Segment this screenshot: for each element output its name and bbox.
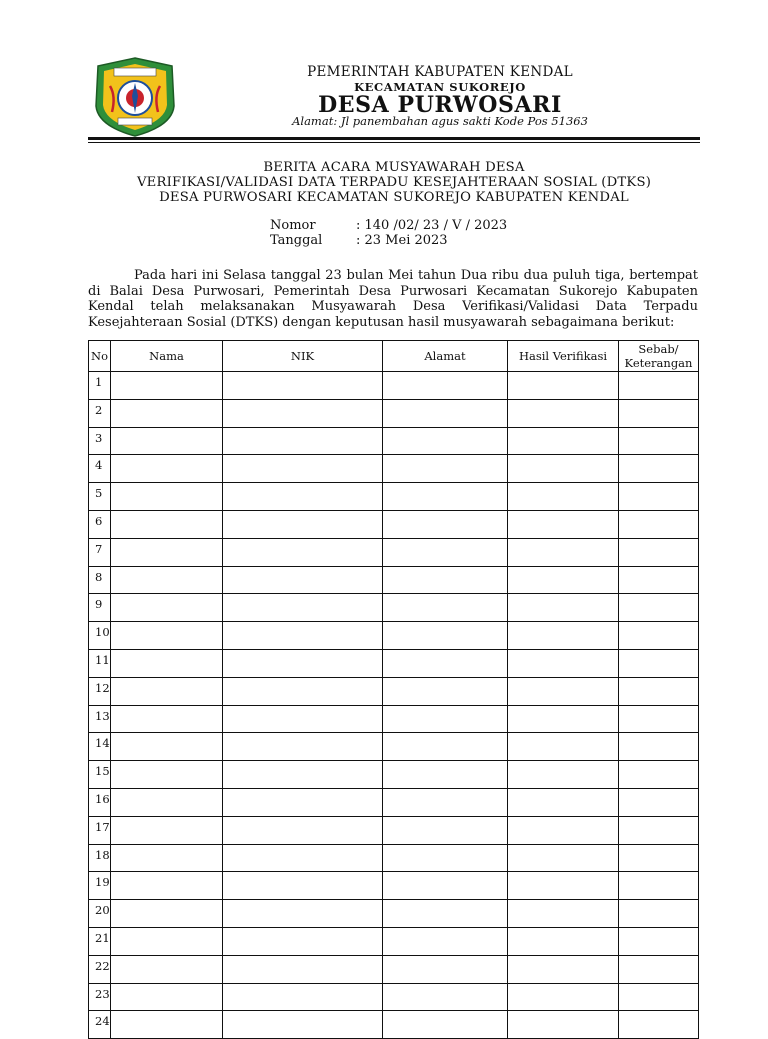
table-row bbox=[89, 483, 699, 511]
alamat-cell[interactable] bbox=[383, 1011, 508, 1039]
tanggal-label: Tanggal bbox=[270, 233, 323, 248]
hasil-verifikasi-cell[interactable] bbox=[508, 594, 619, 622]
row-number: 9 bbox=[89, 594, 111, 622]
alamat-cell[interactable] bbox=[383, 594, 508, 622]
row-number: 8 bbox=[89, 566, 111, 594]
nama-cell[interactable] bbox=[111, 705, 223, 733]
letterhead-rule-thin bbox=[88, 142, 700, 143]
hasil-verifikasi-cell[interactable] bbox=[508, 622, 619, 650]
alamat-cell[interactable] bbox=[383, 761, 508, 789]
hasil-verifikasi-cell[interactable] bbox=[508, 983, 619, 1011]
body-paragraph: Pada hari ini Selasa tanggal 23 bulan Mei tahun Dua ribu dua puluh tiga, bertempat di Balai Desa Purwosari, Pemerintah Desa Purwosari Kecamatan Sukorejo Kabupaten Kendal telah melaksanakan Musyawarah Desa Verifikasi/Validasi Data Terpadu Kesejahteraan Sosial (DTKS) dengan keputusan hasil musyawarah sebagaimana berikut: bbox=[88, 268, 698, 330]
letterhead bbox=[0, 0, 768, 140]
keterangan-cell[interactable] bbox=[619, 455, 699, 483]
alamat-cell[interactable] bbox=[383, 677, 508, 705]
address-line: Alamat: Jl panembahan agus sakti Kode Pos 51363 bbox=[292, 114, 588, 128]
alamat-cell[interactable] bbox=[383, 455, 508, 483]
row-number: 5 bbox=[89, 483, 111, 511]
alamat-cell[interactable] bbox=[383, 705, 508, 733]
nama-cell[interactable] bbox=[111, 761, 223, 789]
nama-cell[interactable] bbox=[111, 399, 223, 427]
table-row bbox=[89, 399, 699, 427]
table-row bbox=[89, 372, 699, 400]
table-row bbox=[89, 1011, 699, 1039]
row-number: 16 bbox=[89, 788, 111, 816]
row-number: 15 bbox=[89, 761, 111, 789]
table-row bbox=[89, 510, 699, 538]
keterangan-cell[interactable] bbox=[619, 983, 699, 1011]
hasil-verifikasi-cell[interactable] bbox=[508, 372, 619, 400]
hasil-verifikasi-cell[interactable] bbox=[508, 816, 619, 844]
nama-cell[interactable] bbox=[111, 649, 223, 677]
header-nama: Nama bbox=[111, 341, 223, 372]
keterangan-cell[interactable] bbox=[619, 649, 699, 677]
keterangan-cell[interactable] bbox=[619, 372, 699, 400]
nik-cell[interactable] bbox=[223, 983, 383, 1011]
alamat-cell[interactable] bbox=[383, 788, 508, 816]
table-row bbox=[89, 566, 699, 594]
header-nik: NIK bbox=[223, 341, 383, 372]
alamat-cell[interactable] bbox=[383, 900, 508, 928]
nik-cell[interactable] bbox=[223, 649, 383, 677]
nama-cell[interactable] bbox=[111, 594, 223, 622]
alamat-cell[interactable] bbox=[383, 733, 508, 761]
keterangan-cell[interactable] bbox=[619, 566, 699, 594]
government-name: PEMERINTAH KABUPATEN KENDAL bbox=[307, 64, 573, 80]
alamat-cell[interactable] bbox=[383, 983, 508, 1011]
row-number: 24 bbox=[89, 1011, 111, 1039]
hasil-verifikasi-cell[interactable] bbox=[508, 927, 619, 955]
nik-cell[interactable] bbox=[223, 372, 383, 400]
table-header-row bbox=[89, 341, 699, 372]
table-row bbox=[89, 816, 699, 844]
tanggal-value: : 23 Mei 2023 bbox=[356, 233, 448, 248]
alamat-cell[interactable] bbox=[383, 510, 508, 538]
nik-cell[interactable] bbox=[223, 788, 383, 816]
row-number: 19 bbox=[89, 872, 111, 900]
hasil-verifikasi-cell[interactable] bbox=[508, 399, 619, 427]
nik-cell[interactable] bbox=[223, 455, 383, 483]
nik-cell[interactable] bbox=[223, 955, 383, 983]
nik-cell[interactable] bbox=[223, 844, 383, 872]
row-number: 4 bbox=[89, 455, 111, 483]
table-row bbox=[89, 900, 699, 928]
hasil-verifikasi-cell[interactable] bbox=[508, 427, 619, 455]
keterangan-cell[interactable] bbox=[619, 761, 699, 789]
hasil-verifikasi-cell[interactable] bbox=[508, 483, 619, 511]
hasil-verifikasi-cell[interactable] bbox=[508, 455, 619, 483]
row-number: 10 bbox=[89, 622, 111, 650]
keterangan-cell[interactable] bbox=[619, 538, 699, 566]
letterhead-rule-thick bbox=[88, 137, 700, 140]
nik-cell[interactable] bbox=[223, 1011, 383, 1039]
hasil-verifikasi-cell[interactable] bbox=[508, 566, 619, 594]
nik-cell[interactable] bbox=[223, 622, 383, 650]
keterangan-cell[interactable] bbox=[619, 955, 699, 983]
keterangan-cell[interactable] bbox=[619, 622, 699, 650]
nama-cell[interactable] bbox=[111, 455, 223, 483]
nama-cell[interactable] bbox=[111, 538, 223, 566]
nama-cell[interactable] bbox=[111, 566, 223, 594]
header-keterangan-label: Keterangan bbox=[624, 356, 693, 370]
keterangan-cell[interactable] bbox=[619, 733, 699, 761]
hasil-verifikasi-cell[interactable] bbox=[508, 510, 619, 538]
nik-cell[interactable] bbox=[223, 399, 383, 427]
header-no: No bbox=[89, 341, 111, 372]
alamat-cell[interactable] bbox=[383, 566, 508, 594]
nik-cell[interactable] bbox=[223, 677, 383, 705]
alamat-cell[interactable] bbox=[383, 622, 508, 650]
nik-cell[interactable] bbox=[223, 733, 383, 761]
hasil-verifikasi-cell[interactable] bbox=[508, 788, 619, 816]
table-row bbox=[89, 677, 699, 705]
nik-cell[interactable] bbox=[223, 510, 383, 538]
keterangan-cell[interactable] bbox=[619, 510, 699, 538]
village-name: DESA PURWOSARI bbox=[318, 92, 562, 118]
hasil-verifikasi-cell[interactable] bbox=[508, 761, 619, 789]
tanggal-line bbox=[270, 233, 448, 248]
keterangan-cell[interactable] bbox=[619, 844, 699, 872]
nama-cell[interactable] bbox=[111, 983, 223, 1011]
nik-cell[interactable] bbox=[223, 566, 383, 594]
table-row bbox=[89, 927, 699, 955]
nama-cell[interactable] bbox=[111, 816, 223, 844]
hasil-verifikasi-cell[interactable] bbox=[508, 900, 619, 928]
row-number: 13 bbox=[89, 705, 111, 733]
row-number: 7 bbox=[89, 538, 111, 566]
nama-cell[interactable] bbox=[111, 900, 223, 928]
nama-cell[interactable] bbox=[111, 788, 223, 816]
nama-cell[interactable] bbox=[111, 427, 223, 455]
table-row bbox=[89, 705, 699, 733]
header-alamat: Alamat bbox=[383, 341, 508, 372]
nik-cell[interactable] bbox=[223, 483, 383, 511]
nomor-line bbox=[270, 218, 507, 233]
table-row bbox=[89, 427, 699, 455]
document-title: BERITA ACARA MUSYAWARAH DESA bbox=[263, 160, 525, 175]
nama-cell[interactable] bbox=[111, 733, 223, 761]
keterangan-cell[interactable] bbox=[619, 399, 699, 427]
nik-cell[interactable] bbox=[223, 761, 383, 789]
table-row bbox=[89, 455, 699, 483]
table-row bbox=[89, 649, 699, 677]
nik-cell[interactable] bbox=[223, 900, 383, 928]
row-number: 21 bbox=[89, 927, 111, 955]
row-number: 23 bbox=[89, 983, 111, 1011]
alamat-cell[interactable] bbox=[383, 372, 508, 400]
alamat-cell[interactable] bbox=[383, 483, 508, 511]
nama-cell[interactable] bbox=[111, 510, 223, 538]
nama-cell[interactable] bbox=[111, 872, 223, 900]
alamat-cell[interactable] bbox=[383, 399, 508, 427]
row-number: 1 bbox=[89, 372, 111, 400]
table-row bbox=[89, 788, 699, 816]
keterangan-cell[interactable] bbox=[619, 483, 699, 511]
row-number: 18 bbox=[89, 844, 111, 872]
keterangan-cell[interactable] bbox=[619, 927, 699, 955]
keterangan-cell[interactable] bbox=[619, 1011, 699, 1039]
table-row bbox=[89, 538, 699, 566]
header-keterangan bbox=[619, 341, 699, 372]
alamat-cell[interactable] bbox=[383, 927, 508, 955]
hasil-verifikasi-cell[interactable] bbox=[508, 844, 619, 872]
alamat-cell[interactable] bbox=[383, 649, 508, 677]
table-row bbox=[89, 733, 699, 761]
nik-cell[interactable] bbox=[223, 927, 383, 955]
alamat-cell[interactable] bbox=[383, 538, 508, 566]
nama-cell[interactable] bbox=[111, 927, 223, 955]
keterangan-cell[interactable] bbox=[619, 788, 699, 816]
row-number: 11 bbox=[89, 649, 111, 677]
nik-cell[interactable] bbox=[223, 705, 383, 733]
district-name: KECAMATAN SUKOREJO bbox=[354, 80, 526, 94]
nik-cell[interactable] bbox=[223, 427, 383, 455]
document-subtitle: VERIFIKASI/VALIDASI DATA TERPADU KESEJAHTERAAN SOSIAL (DTKS) bbox=[136, 175, 652, 190]
alamat-cell[interactable] bbox=[383, 872, 508, 900]
hasil-verifikasi-cell[interactable] bbox=[508, 733, 619, 761]
nama-cell[interactable] bbox=[111, 955, 223, 983]
keterangan-cell[interactable] bbox=[619, 594, 699, 622]
nik-cell[interactable] bbox=[223, 816, 383, 844]
row-number: 20 bbox=[89, 900, 111, 928]
nik-cell[interactable] bbox=[223, 594, 383, 622]
header-hasil-verifikasi: Hasil Verifikasi bbox=[508, 341, 619, 372]
kendal-regency-crest-icon bbox=[92, 56, 178, 138]
hasil-verifikasi-cell[interactable] bbox=[508, 1011, 619, 1039]
nama-cell[interactable] bbox=[111, 677, 223, 705]
hasil-verifikasi-cell[interactable] bbox=[508, 872, 619, 900]
nomor-label: Nomor bbox=[270, 218, 316, 233]
keterangan-cell[interactable] bbox=[619, 872, 699, 900]
row-number: 14 bbox=[89, 733, 111, 761]
table-row bbox=[89, 622, 699, 650]
hasil-verifikasi-cell[interactable] bbox=[508, 677, 619, 705]
keterangan-cell[interactable] bbox=[619, 677, 699, 705]
row-number: 3 bbox=[89, 427, 111, 455]
row-number: 2 bbox=[89, 399, 111, 427]
nama-cell[interactable] bbox=[111, 844, 223, 872]
row-number: 22 bbox=[89, 955, 111, 983]
table-body bbox=[89, 372, 699, 1039]
hasil-verifikasi-cell[interactable] bbox=[508, 705, 619, 733]
keterangan-cell[interactable] bbox=[619, 816, 699, 844]
keterangan-cell[interactable] bbox=[619, 900, 699, 928]
nomor-value: : 140 /02/ 23 / V / 2023 bbox=[356, 218, 508, 233]
verification-table bbox=[88, 340, 699, 1039]
nik-cell[interactable] bbox=[223, 872, 383, 900]
table-row bbox=[89, 955, 699, 983]
nama-cell[interactable] bbox=[111, 622, 223, 650]
header-sebab-label: Sebab/ bbox=[638, 342, 679, 356]
row-number: 12 bbox=[89, 677, 111, 705]
nama-cell[interactable] bbox=[111, 1011, 223, 1039]
alamat-cell[interactable] bbox=[383, 427, 508, 455]
table-row bbox=[89, 594, 699, 622]
row-number: 17 bbox=[89, 816, 111, 844]
nama-cell[interactable] bbox=[111, 372, 223, 400]
table-row bbox=[89, 983, 699, 1011]
hasil-verifikasi-cell[interactable] bbox=[508, 955, 619, 983]
nama-cell[interactable] bbox=[111, 483, 223, 511]
row-number: 6 bbox=[89, 510, 111, 538]
keterangan-cell[interactable] bbox=[619, 427, 699, 455]
alamat-cell[interactable] bbox=[383, 816, 508, 844]
alamat-cell[interactable] bbox=[383, 955, 508, 983]
document-subtitle-location: DESA PURWOSARI KECAMATAN SUKOREJO KABUPATEN KENDAL bbox=[159, 190, 629, 205]
nik-cell[interactable] bbox=[223, 538, 383, 566]
hasil-verifikasi-cell[interactable] bbox=[508, 538, 619, 566]
table-row bbox=[89, 872, 699, 900]
keterangan-cell[interactable] bbox=[619, 705, 699, 733]
table-row bbox=[89, 844, 699, 872]
table-row bbox=[89, 761, 699, 789]
hasil-verifikasi-cell[interactable] bbox=[508, 649, 619, 677]
alamat-cell[interactable] bbox=[383, 844, 508, 872]
